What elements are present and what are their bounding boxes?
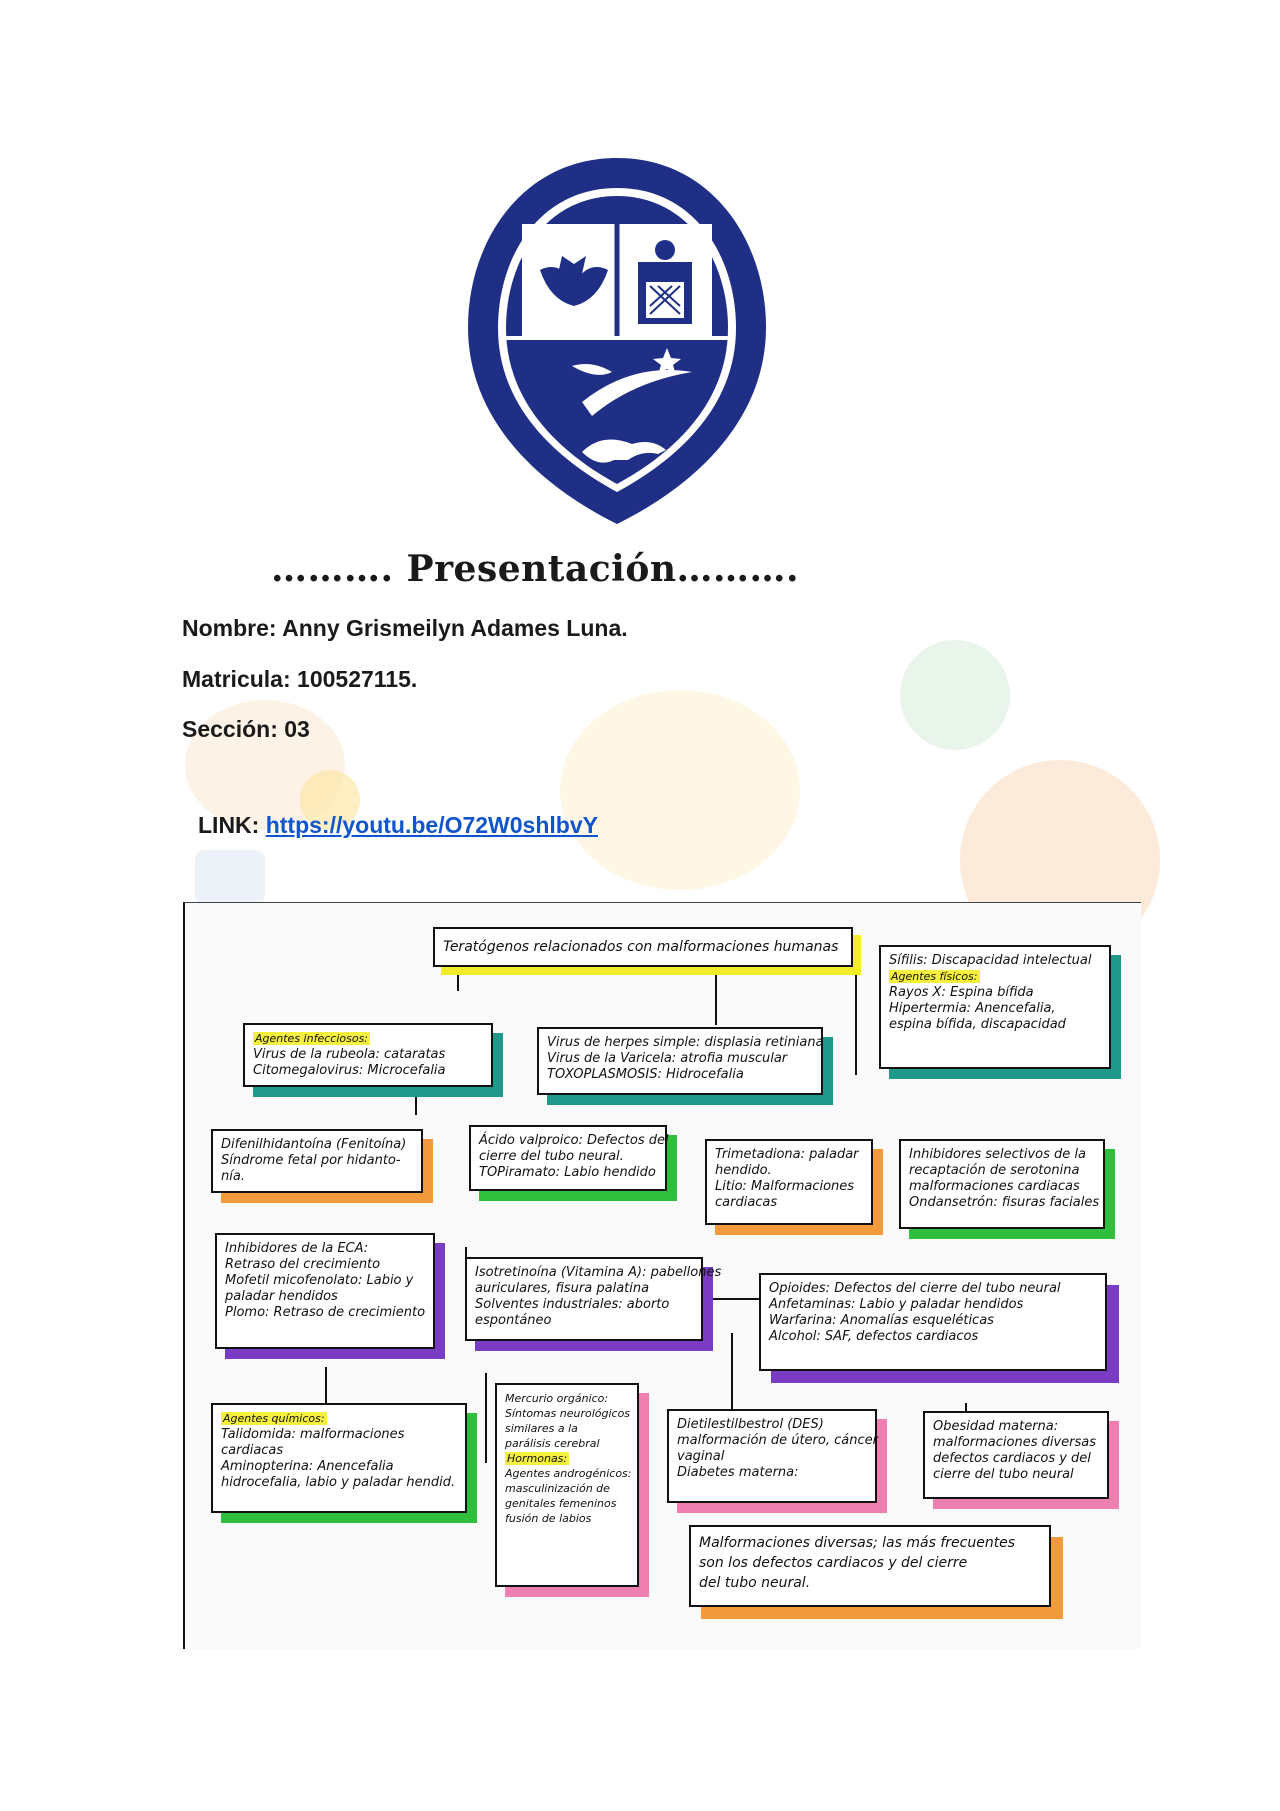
connector-line (715, 965, 717, 1025)
node-text: hidrocefalia, labio y paladar hendid. (221, 1475, 456, 1490)
node-text: paladar hendidos (225, 1289, 338, 1304)
node-text: Hipertermia: Anencefalia, (889, 1001, 1056, 1016)
node-text: Ondansetrón: fisuras faciales (909, 1195, 1100, 1210)
node-text: Síntomas neurológicos (505, 1407, 631, 1420)
node-text: Mercurio orgánico: (505, 1392, 609, 1405)
id-row (182, 666, 417, 693)
node-text: Malformaciones diversas; las más frecuentes (699, 1535, 1016, 1551)
node-text: Retraso del crecimiento (225, 1257, 381, 1272)
node-acido-valproico (469, 1125, 667, 1191)
node-inhibidores-eca (215, 1233, 435, 1349)
node-text: Inhibidores de la ECA: (225, 1241, 369, 1256)
node-text: nía. (221, 1169, 245, 1184)
node-herpes (537, 1027, 823, 1095)
node-text: defectos cardiacos y del (933, 1451, 1091, 1466)
node-text: espina bífida, discapacidad (889, 1017, 1066, 1032)
node-text: similares a la (505, 1422, 578, 1435)
node-text: malformación de útero, cáncer (677, 1433, 878, 1448)
map-title-node (433, 927, 853, 967)
node-text: Dietilestilbestrol (DES) (677, 1417, 824, 1432)
node-text: espontáneo (475, 1313, 552, 1328)
node-text: Solventes industriales: aborto (475, 1297, 670, 1312)
presentation-title: ………. Presentación………. (270, 548, 800, 590)
seal-graphic (462, 152, 772, 530)
map-title-text: Teratógenos relacionados con malformaciones humanas (443, 939, 839, 955)
node-heading: Agentes infecciosos: (255, 1032, 369, 1045)
background-bubble (195, 850, 265, 905)
id-value: 100527115. (297, 666, 418, 692)
node-text: TOXOPLASMOSIS: Hidrocefalia (547, 1067, 744, 1082)
node-text: son los defectos cardiacos y del cierre (699, 1555, 968, 1571)
node-fenitoina (211, 1129, 423, 1193)
background-bubble (560, 690, 800, 890)
node-text: cierre del tubo neural. (479, 1149, 624, 1164)
node-heading: Agentes químicos: (223, 1412, 325, 1425)
node-text: Diabetes materna: (677, 1465, 799, 1480)
node-heading: Hormonas: (507, 1452, 568, 1465)
node-text: genitales femeninos (505, 1497, 617, 1510)
section-value: 03 (284, 716, 310, 742)
node-text: cardiacas (715, 1195, 778, 1210)
node-text: Rayos X: Espina bífida (889, 985, 1034, 1000)
node-text: fusión de labios (505, 1512, 592, 1525)
node-text: malformaciones cardiacas (909, 1179, 1080, 1194)
node-text: Agentes androgénicos: (505, 1467, 632, 1480)
node-text: Virus de herpes simple: displasia retiniana (547, 1035, 824, 1050)
node-text: Difenilhidantoína (Fenitoína) (221, 1137, 407, 1152)
link-row (198, 812, 598, 839)
background-bubble (900, 640, 1010, 750)
node-agentes-infecciosos (243, 1023, 493, 1087)
node-malformaciones-diversas (689, 1525, 1051, 1607)
node-serotonina (899, 1139, 1105, 1229)
section-row (182, 716, 310, 743)
connector-line (485, 1373, 487, 1463)
node-agentes-quimicos (211, 1403, 467, 1513)
node-text: Aminopterina: Anencefalia (221, 1459, 394, 1474)
node-dietilestilbestrol (667, 1409, 877, 1503)
node-text: Citomegalovirus: Microcefalia (253, 1063, 446, 1078)
name-value: Anny Grismeilyn Adames Luna. (282, 615, 628, 641)
node-text: Virus de la rubeola: cataratas (253, 1047, 446, 1062)
node-text: Anfetaminas: Labio y paladar hendidos (769, 1297, 1024, 1312)
node-isotretinoina (465, 1257, 722, 1341)
node-text: masculinización de (505, 1482, 610, 1495)
video-link[interactable]: https://youtu.be/O72W0shlbvY (265, 812, 598, 838)
node-text: cierre del tubo neural (933, 1467, 1074, 1482)
node-text: Talidomida: malformaciones (221, 1427, 405, 1442)
node-text: Obesidad materna: (933, 1419, 1059, 1434)
node-text: parálisis cerebral (505, 1437, 600, 1450)
node-text: Opioides: Defectos del cierre del tubo neural (769, 1281, 1061, 1296)
concept-map (183, 902, 1141, 1649)
node-obesidad-materna (923, 1411, 1109, 1499)
node-text: Síndrome fetal por hidanto- (221, 1153, 401, 1168)
link-label: LINK: (198, 812, 260, 838)
node-text: vaginal (677, 1449, 725, 1464)
id-label: Matricula: (182, 666, 291, 692)
node-text: Mofetil micofenolato: Labio y (225, 1273, 414, 1288)
node-trimetadiona (705, 1139, 873, 1225)
node-text: recaptación de serotonina (909, 1163, 1080, 1178)
connector-line (457, 963, 459, 991)
node-text: Ácido valproico: Defectos del (479, 1133, 669, 1148)
university-seal-logo (462, 152, 772, 530)
node-text: TOPiramato: Labio hendido (479, 1165, 656, 1180)
node-text: Inhibidores selectivos de la (909, 1147, 1086, 1162)
node-text: Alcohol: SAF, defectos cardiacos (769, 1329, 979, 1344)
node-text: Isotretinoína (Vitamina A): pabellones (475, 1265, 722, 1280)
node-text: cardiacas (221, 1443, 284, 1458)
node-text: Trimetadiona: paladar (715, 1147, 859, 1162)
node-text: Sífilis: Discapacidad intelectual (889, 953, 1092, 968)
name-row (182, 615, 628, 642)
node-text: Litio: Malformaciones (715, 1179, 855, 1194)
node-text: malformaciones diversas (933, 1435, 1097, 1450)
connector-line (855, 965, 857, 1075)
node-heading: Agentes físicos: (891, 970, 978, 983)
node-text: hendido. (715, 1163, 772, 1178)
node-agentes-fisicos (879, 945, 1111, 1069)
node-opioides (759, 1273, 1107, 1371)
section-label: Sección: (182, 716, 278, 742)
node-text: del tubo neural. (699, 1575, 811, 1591)
name-label: Nombre: (182, 615, 277, 641)
node-text: Virus de la Varicela: atrofia muscular (547, 1051, 788, 1066)
node-text: auriculares, fisura palatina (475, 1281, 650, 1296)
node-text: Warfarina: Anomalías esqueléticas (769, 1313, 994, 1328)
node-text: Plomo: Retraso de crecimiento (225, 1305, 426, 1320)
node-mercurio-hormonas (495, 1383, 639, 1587)
